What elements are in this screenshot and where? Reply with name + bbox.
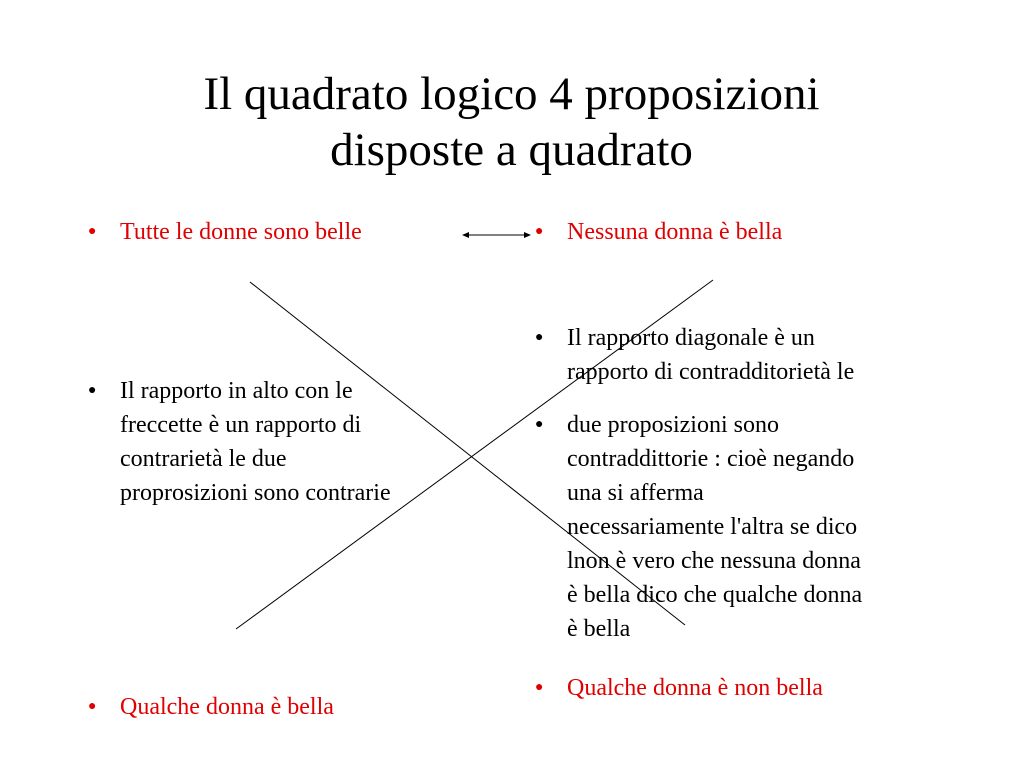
bullet: ● (88, 383, 97, 398)
contradiction-explanation-1 (535, 321, 855, 389)
contradiction-line-5: lnon è vero che nessuna donna (567, 548, 861, 574)
proposition-o-text: Qualche donna è non bella (567, 675, 823, 701)
bullet: ● (535, 224, 544, 239)
proposition-a-text: Tutte le donne sono belle (120, 219, 362, 245)
contradiction-line-3: una si afferma (567, 480, 704, 506)
contradiction-line-1: due proposizioni sono (567, 412, 779, 438)
contradiction-line-7: è bella (567, 616, 631, 642)
arrow-head-right (524, 232, 531, 238)
contradiction-line-2: contraddittorie : cioè negando (567, 446, 855, 472)
proposition-i-text: Qualche donna è bella (120, 694, 334, 720)
proposition-universal-affirmative (88, 215, 362, 249)
bullet: ● (535, 330, 544, 345)
title-line-1: Il quadrato logico 4 proposizioni (203, 68, 820, 120)
contradiction-line-6: è bella dico che qualche donna (567, 582, 863, 608)
proposition-particular-affirmative (88, 690, 334, 724)
title-line-2: disposte a quadrato (330, 124, 693, 176)
contrariety-line-2: freccette è un rapporto di (120, 412, 362, 438)
bullet: ● (535, 417, 544, 432)
proposition-e-text: Nessuna donna è bella (567, 219, 783, 245)
contradiction-explanation-2 (535, 408, 863, 646)
proposition-universal-negative (535, 215, 783, 249)
diagonal-line-2: rapporto di contradditorietà le (567, 359, 855, 385)
diagonal-line-1: Il rapporto diagonale è un (567, 325, 815, 351)
contrariety-explanation (88, 374, 391, 510)
contrariety-line-4: proprosizioni sono contrarie (120, 480, 391, 506)
contradiction-line-4: necessariamente l'altra se dico (567, 514, 858, 540)
contrariety-line-3: contrarietà le due (120, 446, 287, 472)
bullet: ● (88, 699, 97, 714)
proposition-particular-negative (535, 671, 823, 705)
bullet: ● (88, 224, 97, 239)
contrariety-line-1: Il rapporto in alto con le (120, 378, 353, 404)
arrow-head-left (462, 232, 469, 238)
bullet: ● (535, 680, 544, 695)
